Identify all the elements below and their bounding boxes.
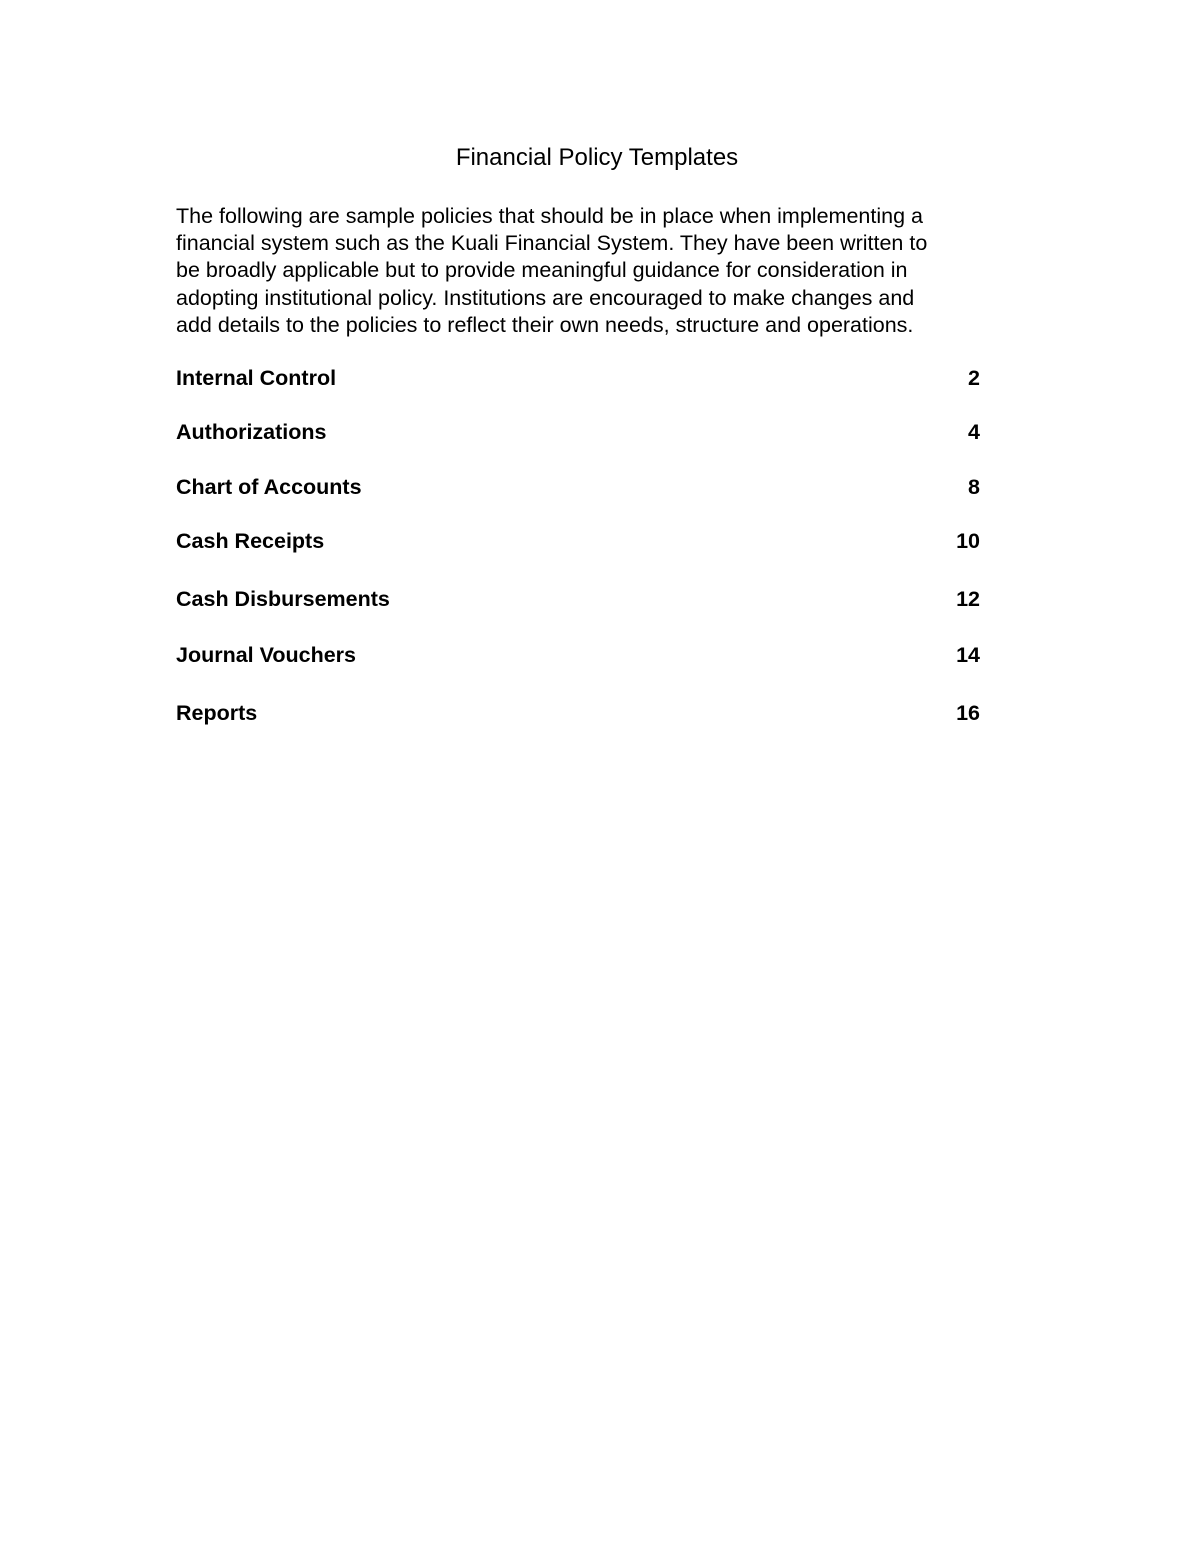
toc-entry-label: Reports <box>176 701 258 725</box>
toc-entry-reports[interactable] <box>176 698 980 728</box>
toc-entry-cash-disbursements[interactable] <box>176 584 980 614</box>
toc-entry-authorizations[interactable] <box>176 417 980 447</box>
toc-entry-cash-receipts[interactable] <box>176 526 980 556</box>
intro-line: adopting institutional policy. Institutions are encouraged to make changes and <box>176 285 915 310</box>
toc-entry-internal-control[interactable] <box>176 363 980 393</box>
toc-entry-page-number: 2 <box>968 366 980 390</box>
table-of-contents <box>176 0 980 1553</box>
toc-entry-page-number: 10 <box>956 529 980 553</box>
toc-entry-label: Authorizations <box>176 420 327 444</box>
toc-entry-page-number: 14 <box>956 643 980 667</box>
intro-line: be broadly applicable but to provide meaningful guidance for consideration in <box>176 258 908 283</box>
toc-entry-page-number: 4 <box>968 420 980 444</box>
toc-entry-label: Cash Receipts <box>176 529 325 553</box>
toc-entry-page-number: 16 <box>956 701 980 725</box>
toc-entry-page-number: 12 <box>956 587 980 611</box>
toc-entry-label: Chart of Accounts <box>176 475 362 499</box>
intro-line: The following are sample policies that should be in place when implementing a <box>176 204 923 228</box>
toc-entry-label: Journal Vouchers <box>176 643 357 667</box>
intro-line: add details to the policies to reflect their own needs, structure and operations. <box>176 312 914 337</box>
toc-entry-journal-vouchers[interactable] <box>176 640 980 670</box>
intro-line: financial system such as the Kuali Financial System. They have been written to <box>176 231 928 256</box>
toc-entry-label: Cash Disbursements <box>176 587 390 611</box>
toc-entry-page-number: 8 <box>968 475 980 499</box>
toc-entry-chart-of-accounts[interactable] <box>176 472 980 502</box>
toc-entry-label: Internal Control <box>176 366 337 390</box>
document-title: Financial Policy Templates <box>455 144 739 171</box>
